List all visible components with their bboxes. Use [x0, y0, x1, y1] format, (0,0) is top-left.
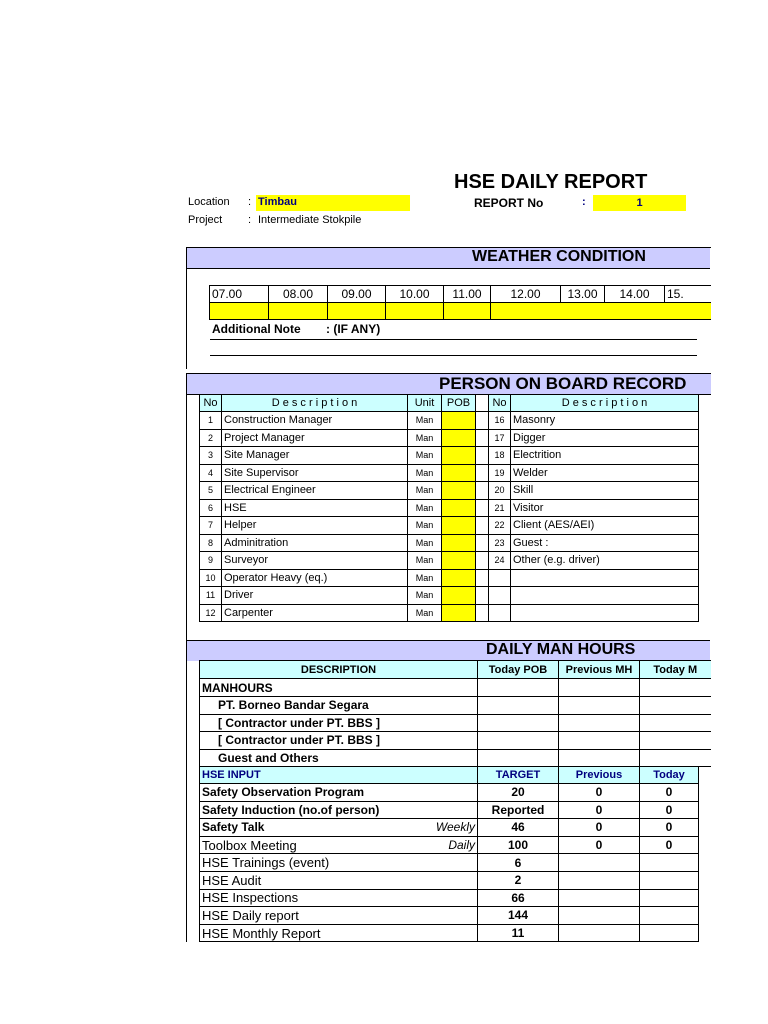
hse-previous[interactable] — [559, 871, 640, 889]
pob-description: Site Manager — [222, 447, 408, 465]
manhours-title: DAILY MAN HOURS — [486, 641, 636, 658]
pob-row — [200, 604, 699, 622]
hse-col-today: Today — [640, 767, 699, 784]
pob-description: Electrical Engineer — [222, 482, 408, 500]
pob-no: 24 — [489, 552, 511, 570]
pob-no — [489, 604, 511, 622]
report-no-colon: : — [582, 196, 586, 208]
pob-no: 6 — [200, 499, 222, 517]
pob-col-unit: Unit — [408, 395, 442, 412]
pob-unit: Man — [408, 412, 442, 430]
pob-description — [511, 587, 699, 605]
pob-spacer — [476, 552, 489, 570]
additional-note-label: Additional Note — [212, 322, 301, 336]
hse-previous[interactable] — [559, 889, 640, 907]
hse-target: 46 — [478, 819, 559, 837]
hse-row — [200, 924, 699, 942]
weather-header-bar — [187, 248, 710, 269]
pob-spacer — [476, 464, 489, 482]
hse-col-target: TARGET — [478, 767, 559, 784]
hse-label-text: Toolbox Meeting — [202, 837, 297, 853]
location-label: Location — [188, 196, 230, 208]
pob-no: 23 — [489, 534, 511, 552]
hse-target: 11 — [478, 924, 559, 942]
pob-spacer — [476, 482, 489, 500]
pob-description: Project Manager — [222, 429, 408, 447]
pob-unit: Man — [408, 517, 442, 535]
pob-no: 1 — [200, 412, 222, 430]
weather-time-table — [209, 285, 711, 320]
hse-row — [200, 871, 699, 889]
additional-note-value: : (IF ANY) — [326, 322, 381, 336]
project-value: Intermediate Stokpile — [258, 214, 362, 226]
hse-previous[interactable]: 0 — [559, 801, 640, 819]
pob-no: 3 — [200, 447, 222, 465]
hse-label-text: HSE Trainings (event) — [202, 855, 330, 871]
weather-cell[interactable] — [210, 303, 269, 320]
pob-description: Operator Heavy (eq.) — [222, 569, 408, 587]
pob-no: 4 — [200, 464, 222, 482]
pob-description: Carpenter — [222, 604, 408, 622]
hse-today[interactable]: 0 — [640, 784, 699, 802]
pob-row — [200, 412, 699, 430]
pob-description: Adminitration — [222, 534, 408, 552]
pob-table — [199, 394, 699, 622]
location-colon: : — [248, 196, 252, 208]
pob-description: Client (AES/AEI) — [511, 517, 699, 535]
mh-cell[interactable] — [640, 749, 711, 767]
mh-cell[interactable] — [559, 732, 640, 750]
weather-cell[interactable] — [269, 303, 328, 320]
pob-col-no: No — [489, 395, 511, 412]
hse-row-label — [200, 924, 478, 942]
weather-time: 15. — [665, 286, 711, 303]
hse-target: 66 — [478, 889, 559, 907]
hse-target: 2 — [478, 871, 559, 889]
pob-description: Other (e.g. driver) — [511, 552, 699, 570]
mh-cell[interactable] — [478, 749, 559, 767]
location-value[interactable]: Timbau — [256, 195, 410, 211]
hse-row — [200, 801, 699, 819]
pob-description: HSE — [222, 499, 408, 517]
hse-row-label — [200, 801, 478, 819]
hse-row — [200, 889, 699, 907]
project-label: Project — [188, 214, 223, 226]
hse-row — [200, 907, 699, 925]
pob-count-input[interactable] — [442, 517, 476, 535]
hse-row-label — [200, 871, 478, 889]
pob-row — [200, 587, 699, 605]
mh-cell[interactable] — [640, 732, 711, 750]
hse-frequency: Weekly — [435, 820, 475, 835]
hse-frequency: Daily — [448, 837, 475, 852]
pob-unit: Man — [408, 569, 442, 587]
pob-spacer — [476, 499, 489, 517]
pob-no: 5 — [200, 482, 222, 500]
report-no-value[interactable]: 1 — [593, 195, 686, 211]
hse-today[interactable] — [640, 907, 699, 925]
mh-row-label: Guest and Others — [200, 749, 478, 767]
pob-no: 22 — [489, 517, 511, 535]
pob-no: 7 — [200, 517, 222, 535]
pob-row — [200, 447, 699, 465]
pob-spacer — [476, 569, 489, 587]
hse-table — [199, 766, 699, 942]
hse-label-text: HSE Inspections — [202, 890, 299, 906]
pob-row — [200, 534, 699, 552]
pob-unit: Man — [408, 429, 442, 447]
weather-time: 08.00 — [269, 286, 328, 303]
hse-label-text: HSE Audit — [202, 872, 262, 888]
pob-description: Masonry — [511, 412, 699, 430]
mh-cell[interactable] — [640, 714, 711, 732]
hse-row-label — [200, 819, 478, 837]
pob-no: 21 — [489, 499, 511, 517]
weather-time: 14.00 — [605, 286, 665, 303]
pob-no: 11 — [200, 587, 222, 605]
pob-unit: Man — [408, 552, 442, 570]
weather-title: WEATHER CONDITION — [472, 248, 646, 265]
mh-cell[interactable] — [559, 714, 640, 732]
hse-today[interactable]: 0 — [640, 801, 699, 819]
weather-time: 10.00 — [386, 286, 444, 303]
mh-cell[interactable] — [478, 732, 559, 750]
pob-row — [200, 464, 699, 482]
pob-no — [489, 569, 511, 587]
pob-description: Visitor — [511, 499, 699, 517]
report-no-label: REPORT No — [474, 196, 544, 210]
note-line — [210, 339, 697, 340]
pob-row — [200, 482, 699, 500]
weather-time: 13.00 — [561, 286, 605, 303]
mh-row-label: [ Contractor under PT. BBS ] — [200, 714, 478, 732]
manhours-table — [199, 660, 711, 767]
weather-cell[interactable] — [328, 303, 386, 320]
note-line — [210, 355, 697, 356]
hse-row — [200, 836, 699, 854]
hse-today[interactable] — [640, 854, 699, 872]
hse-row-label — [200, 784, 478, 802]
weather-time: 09.00 — [328, 286, 386, 303]
pob-spacer — [476, 534, 489, 552]
pob-spacer — [476, 517, 489, 535]
hse-previous[interactable] — [559, 907, 640, 925]
pob-no: 16 — [489, 412, 511, 430]
pob-no — [489, 587, 511, 605]
pob-description: Surveyor — [222, 552, 408, 570]
hse-target: 20 — [478, 784, 559, 802]
pob-row — [200, 517, 699, 535]
pob-count-input[interactable] — [442, 604, 476, 622]
hse-row — [200, 819, 699, 837]
pob-description — [511, 569, 699, 587]
hse-row-label — [200, 854, 478, 872]
hse-col-previous: Previous — [559, 767, 640, 784]
pob-description: Welder — [511, 464, 699, 482]
mh-col-previous-mh: Previous MH — [559, 661, 640, 679]
pob-description: Construction Manager — [222, 412, 408, 430]
pob-no: 20 — [489, 482, 511, 500]
pob-col-pob: POB — [442, 395, 476, 412]
hse-today[interactable] — [640, 871, 699, 889]
mh-col-today-m: Today M — [640, 661, 711, 679]
pob-row — [200, 569, 699, 587]
hse-row-label — [200, 836, 478, 854]
mh-col-today-pob: Today POB — [478, 661, 559, 679]
mh-col-description: DESCRIPTION — [200, 661, 478, 679]
hse-label-text: HSE Monthly Report — [202, 925, 321, 941]
hse-previous[interactable]: 0 — [559, 819, 640, 837]
pob-title: PERSON ON BOARD RECORD — [439, 374, 687, 393]
pob-no: 19 — [489, 464, 511, 482]
hse-label-text: Safety Talk — [202, 820, 265, 835]
pob-unit: Man — [408, 464, 442, 482]
pob-description: Digger — [511, 429, 699, 447]
pob-count-input[interactable] — [442, 499, 476, 517]
pob-row — [200, 429, 699, 447]
hse-previous[interactable]: 0 — [559, 836, 640, 854]
pob-no: 9 — [200, 552, 222, 570]
pob-unit: Man — [408, 604, 442, 622]
pob-description: Electrition — [511, 447, 699, 465]
pob-no: 18 — [489, 447, 511, 465]
pob-spacer — [476, 587, 489, 605]
weather-time: 07.00 — [210, 286, 269, 303]
hse-today[interactable]: 0 — [640, 836, 699, 854]
pob-no: 8 — [200, 534, 222, 552]
hse-col-input: HSE INPUT — [200, 767, 478, 784]
pob-unit: Man — [408, 499, 442, 517]
mh-row — [200, 714, 711, 732]
pob-no: 10 — [200, 569, 222, 587]
hse-today[interactable] — [640, 924, 699, 942]
mh-row-label: PT. Borneo Bandar Segara — [200, 697, 478, 715]
hse-row-label — [200, 889, 478, 907]
mh-cell[interactable] — [559, 749, 640, 767]
mh-row — [200, 732, 711, 750]
hse-previous[interactable]: 0 — [559, 784, 640, 802]
project-colon: : — [248, 214, 252, 226]
manhours-header-bar — [186, 640, 710, 661]
hse-previous[interactable] — [559, 854, 640, 872]
pob-count-input[interactable] — [442, 569, 476, 587]
pob-spacer — [476, 604, 489, 622]
pob-count-input[interactable] — [442, 429, 476, 447]
pob-no: 2 — [200, 429, 222, 447]
pob-description: Driver — [222, 587, 408, 605]
mh-row-label: [ Contractor under PT. BBS ] — [200, 732, 478, 750]
hse-today[interactable]: 0 — [640, 819, 699, 837]
weather-cell[interactable] — [386, 303, 444, 320]
weather-time: 11.00 — [444, 286, 491, 303]
mh-cell[interactable] — [559, 679, 640, 697]
mh-cell[interactable] — [478, 697, 559, 715]
mh-section-label: MANHOURS — [200, 679, 478, 697]
pob-count-input[interactable] — [442, 464, 476, 482]
pob-col-no: No — [200, 395, 222, 412]
pob-description: Site Supervisor — [222, 464, 408, 482]
pob-spacer — [476, 447, 489, 465]
weather-cell[interactable] — [491, 303, 711, 320]
pob-unit: Man — [408, 534, 442, 552]
mh-row — [200, 749, 711, 767]
hse-label-text: Safety Induction (no.of person) — [202, 802, 380, 817]
weather-time: 12.00 — [491, 286, 561, 303]
mh-cell[interactable] — [478, 714, 559, 732]
weather-cell[interactable] — [444, 303, 491, 320]
hse-today[interactable] — [640, 889, 699, 907]
pob-count-input[interactable] — [442, 552, 476, 570]
pob-count-input[interactable] — [442, 412, 476, 430]
hse-label-text: Safety Observation Program — [202, 785, 365, 800]
pob-col-description: D e s c r i p t i o n — [222, 395, 408, 412]
pob-spacer — [476, 395, 489, 412]
pob-spacer — [476, 429, 489, 447]
mh-cell[interactable] — [478, 679, 559, 697]
pob-unit: Man — [408, 447, 442, 465]
pob-count-input[interactable] — [442, 447, 476, 465]
mh-row — [200, 697, 711, 715]
pob-spacer — [476, 412, 489, 430]
hse-row — [200, 854, 699, 872]
pob-count-input[interactable] — [442, 587, 476, 605]
pob-description: Guest : — [511, 534, 699, 552]
pob-no: 12 — [200, 604, 222, 622]
pob-count-input[interactable] — [442, 482, 476, 500]
pob-no: 17 — [489, 429, 511, 447]
pob-description: Skill — [511, 482, 699, 500]
hse-row — [200, 784, 699, 802]
mh-cell[interactable] — [640, 679, 711, 697]
pob-col-description: D e s c r i p t i o n — [511, 395, 699, 412]
pob-header-bar — [186, 373, 711, 395]
pob-row — [200, 499, 699, 517]
hse-previous[interactable] — [559, 924, 640, 942]
mh-cell[interactable] — [640, 697, 711, 715]
hse-target: Reported — [478, 801, 559, 819]
pob-description — [511, 604, 699, 622]
pob-row — [200, 552, 699, 570]
pob-count-input[interactable] — [442, 534, 476, 552]
pob-unit: Man — [408, 587, 442, 605]
pob-unit: Man — [408, 482, 442, 500]
hse-target: 144 — [478, 907, 559, 925]
left-frame-line — [186, 373, 187, 942]
hse-target: 6 — [478, 854, 559, 872]
mh-cell[interactable] — [559, 697, 640, 715]
page-title: HSE DAILY REPORT — [454, 171, 648, 193]
pob-description: Helper — [222, 517, 408, 535]
hse-target: 100 — [478, 836, 559, 854]
hse-label-text: HSE Daily report — [202, 907, 299, 923]
hse-row-label — [200, 907, 478, 925]
